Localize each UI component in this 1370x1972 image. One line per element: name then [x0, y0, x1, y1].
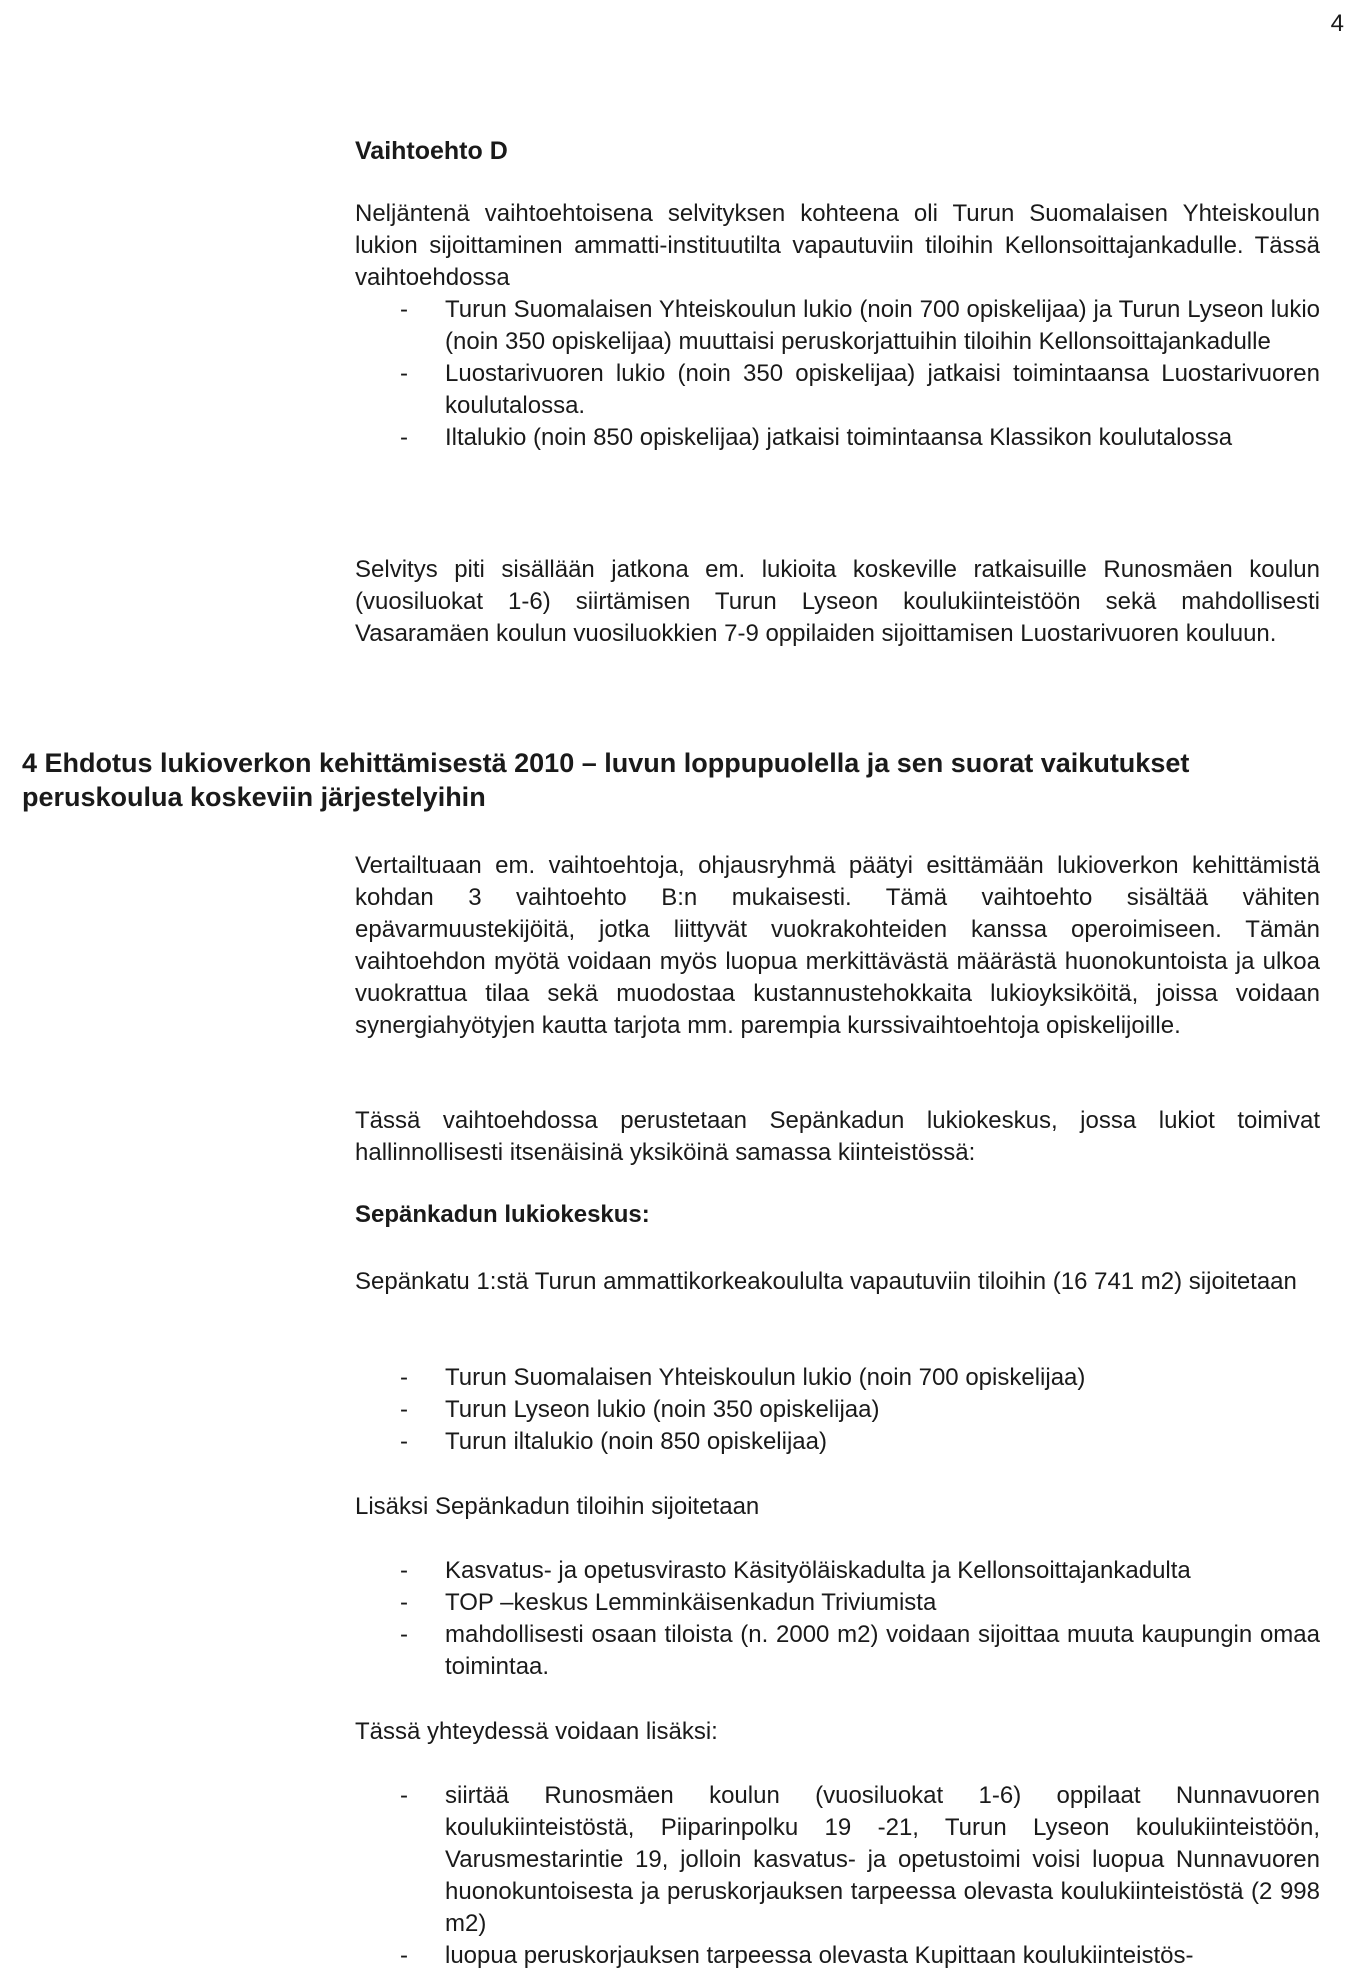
further-actions-list	[355, 1780, 1320, 1972]
list-item: - luopua peruskorjauksen tarpeessa olevasta Kupittaan koulukiinteistös-	[400, 1942, 1194, 1969]
list-item: - siirtää Runosmäen koulun (vuosiluokat 1-6) oppilaat Nunnavuoren koulukiinteistöstä, Piiparinpolku 19 -21, Turun Lyseon koulukiinteistöön, Varusmestarintie 19, jolloin kasvatus- ja opetustoimi voisi luopua Nunnavuoren huonokuntoisesta ja peruskorjauksen tarpeessa olevasta koulukiinteistöstä (2 998 m2)	[400, 1782, 1320, 1937]
section-4-block	[355, 1266, 1320, 1298]
section-4-block	[355, 1716, 1320, 1748]
section-d-body	[355, 198, 1320, 454]
section-4-paragraph: Lisäksi Sepänkadun tiloihin sijoitetaan	[355, 1493, 760, 1520]
section-4-paragraph: Tässä vaihtoehdossa perustetaan Sepänkadun lukiokeskus, jossa lukiot toimivat hallinnollisesti itsenäisinä yksiköinä samassa kiinteistössä:	[355, 1107, 1320, 1166]
list-item: - Turun Lyseon lukio (noin 350 opiskelijaa)	[400, 1396, 880, 1423]
list-item: - TOP –keskus Lemminkäisenkadun Triviumista	[400, 1589, 937, 1616]
section-4-block	[355, 1105, 1320, 1169]
section-4-paragraph: Sepänkatu 1:stä Turun ammattikorkeakoululta vapautuviin tiloihin (16 741 m2) sijoitetaan	[355, 1268, 1297, 1295]
section-4-heading: 4 Ehdotus lukioverkon kehittämisestä 2010 – luvun loppupuolella ja sen suorat vaikutukset peruskoulua koskeviin järjestelyihin	[22, 748, 1190, 812]
list-item: - Turun Suomalaisen Yhteiskoulun lukio (noin 700 opiskelijaa) ja Turun Lyseon lukio (noin 350 opiskelijaa) muuttaisi peruskorjattuihin tiloihin Kellonsoittajankadulle	[400, 296, 1320, 355]
list-item: - Kasvatus- ja opetusvirasto Käsityöläiskadulta ja Kellonsoittajankadulta	[400, 1557, 1191, 1584]
list-block	[355, 1555, 1320, 1683]
list-item: - mahdollisesti osaan tiloista (n. 2000 m2) voidaan sijoittaa muuta kaupungin omaa toimintaa.	[400, 1621, 1320, 1680]
subheading-block	[355, 1201, 1320, 1229]
section-d-closing-block	[355, 554, 1320, 650]
list-item: - Luostarivuoren lukio (noin 350 opiskelijaa) jatkaisi toimintaansa Luostarivuoren koulutalossa.	[400, 360, 1320, 419]
section-4-body	[355, 850, 1320, 1042]
section-4-paragraph: Tässä yhteydessä voidaan lisäksi:	[355, 1718, 718, 1745]
additional-list	[355, 1555, 1320, 1683]
list-item: - Turun Suomalaisen Yhteiskoulun lukio (noin 700 opiskelijaa)	[400, 1364, 1086, 1391]
section-4-paragraph: Vertailtuaan em. vaihtoehtoja, ohjausryhmä päätyi esittämään lukioverkon kehittämistä kohdan 3 vaihtoehto B:n mukaisesti. Tämä vaihtoehto sisältää vähiten epävarmuustekijöitä, jotka liittyvät vuokrakohteiden kanssa operoimiseen. Tämän vaihtoehdon myötä voidaan myös luopua merkittävästä määrästä huonokuntoista ja ulkoa vuokrattua tilaa sekä muodostaa kustannustehokkaita lukioyksiköitä, joissa voidaan synergiahyötyjen kautta tarjota mm. parempia kurssivaihtoehtoja opiskelijoille.	[355, 852, 1320, 1039]
lukiokeskus-subheading: Sepänkadun lukiokeskus:	[355, 1201, 650, 1228]
section-heading-vaihtoehto-d: Vaihtoehto D	[355, 137, 508, 165]
section-d-intro: Neljäntenä vaihtoehtoisena selvityksen kohteena oli Turun Suomalaisen Yhteiskoulun lukion sijoittaminen ammatti-instituutilta vapautuviin tiloihin Kellonsoittajankadulle. Tässä vaihtoehdossa	[355, 200, 1320, 291]
list-block	[355, 1362, 1320, 1458]
section-4-block	[355, 1491, 1320, 1523]
list-item: - Turun iltalukio (noin 850 opiskelijaa)	[400, 1428, 827, 1455]
page-number: 4	[1330, 10, 1344, 37]
section-d-closing: Selvitys piti sisällään jatkona em. lukioita koskeville ratkaisuille Runosmäen koulun (vuosiluokat 1-6) siirtämisen Turun Lyseon koulukiinteistöön sekä mahdollisesti Vasaramäen koulun vuosiluokkien 7-9 oppilaiden sijoittamisen Luostarivuoren kouluun.	[355, 556, 1320, 647]
list-block	[355, 1780, 1320, 1972]
placement-list	[355, 1362, 1320, 1458]
list-item: - Iltalukio (noin 850 opiskelijaa) jatkaisi toimintaansa Klassikon koulutalossa	[400, 424, 1233, 451]
section-d-list	[355, 294, 1320, 454]
